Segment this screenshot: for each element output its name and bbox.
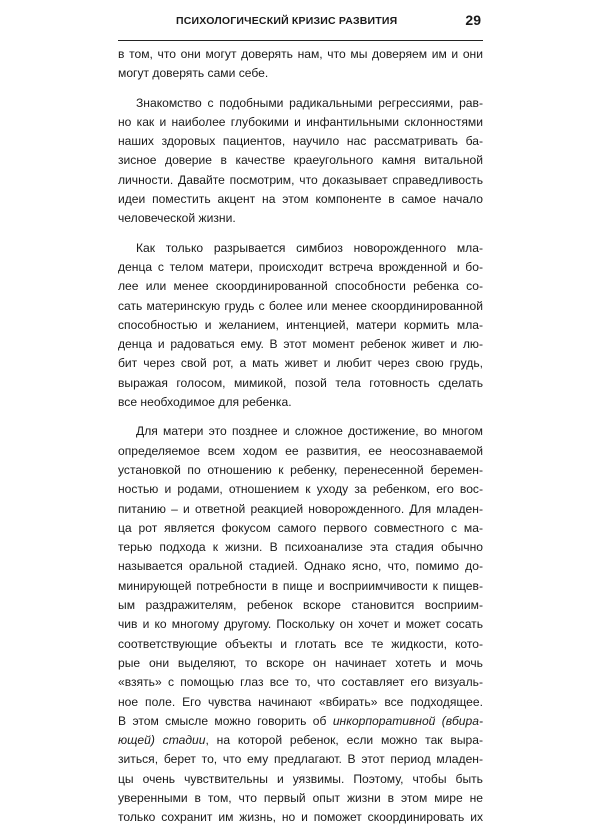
text-line: только сохранит им жизнь, но и поможет скоординировать их: [118, 810, 483, 825]
text-fragment: , на которой ребенок, если можно так выра-: [205, 733, 483, 748]
paragraph-1: [118, 45, 483, 84]
text-line: ым раздражителям, ребенок вскоре становится восприим-: [118, 598, 483, 613]
italic-term: инкорпоративной (вбира-: [332, 713, 483, 728]
text-line: но как и наиболее глубокими и инфантильными склонностями: [118, 114, 483, 129]
text-line: терью подхода к жизни. В психоанализе эта стадия обычно: [118, 540, 483, 555]
book-page: [118, 0, 483, 838]
text-line: в том, что они могут доверять нам, что мы доверяем им и они: [118, 47, 483, 61]
text-line: личности. Давайте посмотрим, что доказывает справедливость: [118, 172, 483, 187]
running-title: ПСИХОЛОГИЧЕСКИЙ КРИЗИС РАЗВИТИЯ: [176, 15, 398, 27]
text-line: Для матери это позднее и сложное достижение, во многом: [136, 424, 483, 439]
text-line: минирующей потребности в пище и восприимчивости к пищев-: [118, 578, 483, 593]
text-line: идеи поместить акцент на этом компоненте в самое начало: [118, 192, 483, 207]
text-line: ностью и родами, отношением к уходу за ребенком, его вос-: [118, 482, 483, 497]
paragraph-2: [118, 94, 483, 229]
text-line: Знакомство с подобными радикальными регрессиями, рав-: [136, 95, 483, 110]
text-fragment: В этом смысле можно говорить об: [118, 713, 333, 728]
text-line: способностью и желанием, интенцией, матери кормить мла-: [118, 317, 483, 332]
text-line: рые они выделяют, то вскоре он начинает хотеть и мочь: [118, 655, 483, 670]
text-line: соответствующие объекты и глотать все те жидкости, кото-: [118, 636, 483, 651]
text-line: уверенными в том, что первый опыт жизни в этом мире не: [118, 790, 483, 805]
text-line: «взять» с помощью глаз все то, что составляет его визуаль-: [118, 675, 483, 690]
text-line: определяемое всем ходом ее развития, ее неосознаваемой: [118, 443, 483, 458]
text-line: цы очень чувствительны и уязвимы. Поэтому, чтобы быть: [118, 771, 483, 786]
text-line: чив и ко многому другому. Поскольку он хочет и может сосать: [118, 617, 483, 632]
text-line: питанию – и ответной реакцией новорожденного. Для младен-: [118, 501, 483, 516]
text-line: бит через свой рот, а мать живет и любит через свою грудь,: [118, 356, 483, 371]
text-line: ца рот является фокусом самого первого совместного с ма-: [118, 520, 483, 535]
text-line: называется оральной стадией. Однако ясно, что, помимо до-: [118, 559, 483, 574]
text-line: установкой по отношению к ребенку, перенесенной беремен-: [118, 462, 483, 477]
text-line: зисное доверие в качестве краеугольного камня витальной: [118, 153, 483, 168]
text-line-mixed: [118, 712, 483, 731]
text-line: зиться, берет то, что ему предлагают. В этот период младен-: [118, 752, 483, 767]
text-line: могут доверять сами себе.: [118, 66, 269, 81]
text-line: денца и радоваться ему. В этот момент ребенок живет и лю-: [118, 337, 483, 352]
text-line: денца с телом матери, происходит встреча врожденной и бо-: [118, 259, 483, 274]
text-line: выражая голосом, мимикой, позой тела готовность сделать: [118, 375, 483, 390]
text-line: ное поле. Его чувства начинают «вбирать» все подходящее.: [118, 694, 483, 709]
text-line: сать материнскую грудь с более или менее скоординированной: [118, 298, 483, 313]
paragraph-3: [118, 239, 483, 413]
text-line: наших здоровых пациентов, научило нас рассматривать ба-: [118, 134, 483, 149]
page-number: 29: [465, 12, 481, 28]
body-text: [118, 45, 483, 828]
text-line: Как только разрывается симбиоз новорожденного мла-: [136, 240, 483, 255]
text-line-mixed: [118, 731, 483, 750]
text-line: все необходимое для ребенка.: [118, 395, 292, 410]
italic-term: ющей) стадии: [118, 733, 206, 748]
text-line: лее или менее скоординированной способности ребенка со-: [118, 279, 483, 294]
text-line: человеческой жизни.: [118, 211, 236, 226]
running-header: [118, 0, 483, 41]
paragraph-4: [118, 422, 483, 827]
